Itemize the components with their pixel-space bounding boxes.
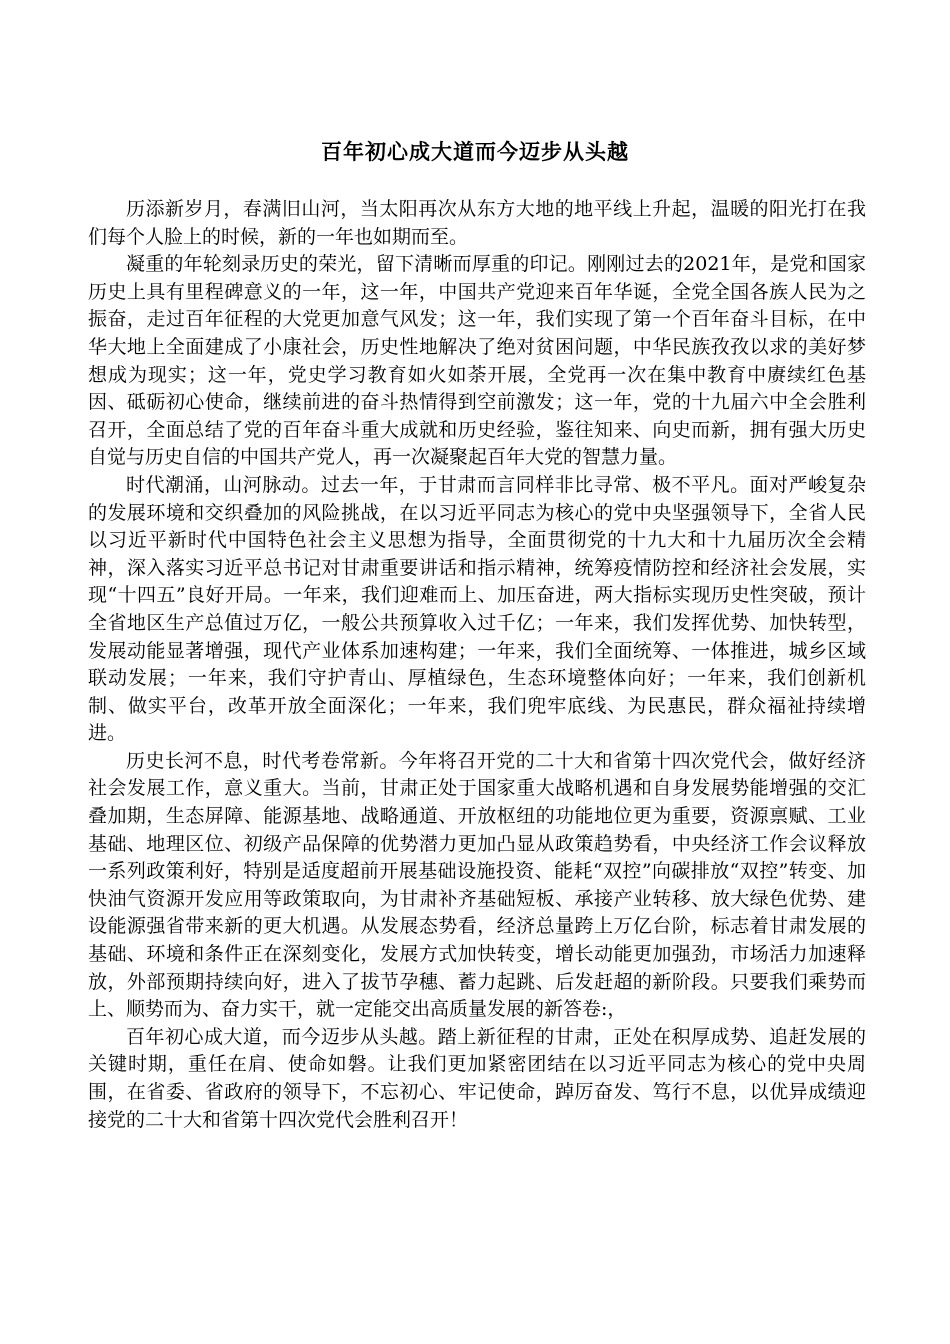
paragraph: 凝重的年轮刻录历史的荣光，留下清晰而厚重的印记。刚刚过去的2021年，是党和国家历史上具有里程碑意义的一年，这一年，中国共产党迎来百年华诞，全党全国各族人民为之振奋，走过百年征程的大党更加意气风发；这一年，我们实现了第一个百年奋斗目标，在中华大地上全面建成了小康社会，历史性地解决了绝对贫困问题，中华民族孜孜以求的美好梦想成为现实；这一年，党史学习教育如火如荼开展，全党再一次在集中教育中赓续红色基因、砥砺初心使命，继续前进的奋斗热情得到空前激发；这一年，党的十九届六中全会胜利召开，全面总结了党的百年奋斗重大成就和历史经验，鉴往知来、向史而新，拥有强大历史自觉与历史自信的中国共产党人，再一次凝聚起百年大党的智慧力量。 xyxy=(88,253,866,469)
document-body xyxy=(88,196,866,1134)
paragraph: 历添新岁月，春满旧山河，当太阳再次从东方大地的地平线上升起，温暖的阳光打在我们每个人脸上的时候，新的一年也如期而至。 xyxy=(88,198,866,248)
paragraph: 百年初心成大道，而今迈步从头越。踏上新征程的甘肃，正处在积厚成势、追赶发展的关键时期，重任在肩、使命如磐。让我们更加紧密团结在以习近平同志为核心的党中央周围，在省委、省政府的领导下，不忘初心、牢记使命，踔厉奋发、笃行不息，以优异成绩迎接党的二十大和省第十四次党代会胜利召开！ xyxy=(88,1025,866,1131)
paragraph: 时代潮涌，山河脉动。过去一年，于甘肃而言同样非比寻常、极不平凡。面对严峻复杂的发展环境和交织叠加的风险挑战，在以习近平同志为核心的党中央坚强领导下，全省人民以习近平新时代中国特色社会主义思想为指导，全面贯彻党的十九大和十九届历次全会精神，深入落实习近平总书记对甘肃重要讲话和指示精神，统筹疫情防控和经济社会发展，实现“十四五”良好开局。一年来，我们迎难而上、加压奋进，两大指标实现历史性突破，预计全省地区生产总值过万亿，一般公共预算收入过千亿；一年来，我们发挥优势、加快转型，发展动能显著增强，现代产业体系加速构建；一年来，我们全面统筹、一体推进，城乡区域联动发展；一年来，我们守护青山、厚植绿色，生态环境整体向好；一年来，我们创新机制、做实平台，改革开放全面深化；一年来，我们兜牢底线、为民惠民，群众福祉持续增进。 xyxy=(88,473,866,745)
document-title: 百年初心成大道而今迈步从头越 xyxy=(321,139,629,164)
paragraph: 历史长河不息，时代考卷常新。今年将召开党的二十大和省第十四次党代会，做好经济社会发展工作，意义重大。当前，甘肃正处于国家重大战略机遇和自身发展势能增强的交汇叠加期，生态屏障、能源基地、战略通道、开放枢纽的功能地位更为重要，资源禀赋、工业基础、地理区位、初级产品保障的优势潜力更加凸显从政策趋势看，中央经济工作会议释放一系列政策利好，特别是适度超前开展基础设施投资、能耗“双控”向碳排放“双控”转变、加快油气资源开发应用等政策取向，为甘肃补齐基础短板、承接产业转移、放大绿色优势、建设能源强省带来新的更大机遇。从发展态势看，经济总量跨上万亿台阶，标志着甘肃发展的基础、环境和条件正在深刻变化，发展方式加快转变，增长动能更加强劲，市场活力加速释放，外部预期持续向好，进入了拔节孕穗、蓄力起跳、后发赶超的新阶段。只要我们乘势而上、顺势而为、奋力实干，就一定能交出高质量发展的新答卷:， xyxy=(88,749,866,1021)
